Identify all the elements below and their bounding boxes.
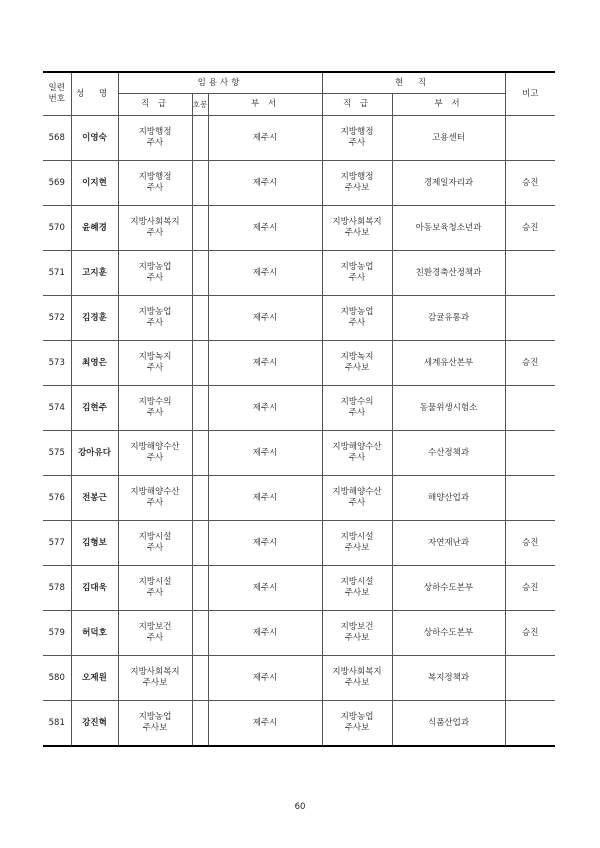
cell-appointment-department: 제주시 [208, 386, 322, 431]
table-row [43, 611, 555, 656]
cell-current-rank: 지방행정 주사보 [322, 161, 392, 206]
header-appointment-rank: 직 급 [118, 94, 192, 116]
cell-current-rank: 지방해양수산 주사 [322, 476, 392, 521]
header-current-position: 현 직 [322, 72, 505, 94]
cell-name: 강진혁 [71, 701, 118, 747]
table-row [43, 656, 555, 701]
cell-appointment-rank: 지방사회복지 주사보 [118, 656, 192, 701]
cell-current-rank: 지방농업 주사 [322, 251, 392, 296]
cell-current-department: 해양산업과 [392, 476, 505, 521]
cell-name: 최영은 [71, 341, 118, 386]
cell-current-rank: 지방농업 주사 [322, 296, 392, 341]
cell-appointment-department: 제주시 [208, 251, 322, 296]
cell-appointment-grade [192, 476, 208, 521]
table-row [43, 521, 555, 566]
cell-appointment-grade [192, 341, 208, 386]
cell-current-department: 아동보육청소년과 [392, 206, 505, 251]
cell-serial-number: 575 [43, 431, 71, 476]
cell-serial-number: 573 [43, 341, 71, 386]
table-header-row-2 [43, 94, 555, 116]
table-row [43, 296, 555, 341]
cell-appointment-rank: 지방사회복지 주사 [118, 206, 192, 251]
cell-appointment-grade [192, 701, 208, 747]
header-serial-number-text: 일련 번호 [48, 83, 65, 104]
cell-appointment-rank: 지방해양수산 주사 [118, 476, 192, 521]
header-appointment-grade: 호봉 [192, 94, 208, 116]
cell-appointment-rank: 지방행정 주사 [118, 116, 192, 161]
cell-appointment-department: 제주시 [208, 161, 322, 206]
cell-current-rank: 지방보건 주사보 [322, 611, 392, 656]
cell-appointment-department: 제주시 [208, 431, 322, 476]
cell-current-rank: 지방농업 주사보 [322, 701, 392, 747]
cell-note [505, 476, 555, 521]
table-row [43, 431, 555, 476]
cell-current-department: 자연재난과 [392, 521, 505, 566]
cell-appointment-grade [192, 386, 208, 431]
cell-serial-number: 571 [43, 251, 71, 296]
cell-current-rank: 지방사회복지 주사보 [322, 656, 392, 701]
cell-appointment-rank: 지방농업 주사 [118, 251, 192, 296]
cell-name: 고지훈 [71, 251, 118, 296]
cell-name: 전봉근 [71, 476, 118, 521]
cell-current-department: 상하수도본부 [392, 566, 505, 611]
cell-serial-number: 579 [43, 611, 71, 656]
cell-current-rank: 지방사회복지 주사보 [322, 206, 392, 251]
cell-name: 오제원 [71, 656, 118, 701]
table-row [43, 341, 555, 386]
cell-appointment-grade [192, 611, 208, 656]
cell-note [505, 296, 555, 341]
table-row [43, 566, 555, 611]
header-note: 비고 [505, 72, 555, 116]
cell-current-department: 경제일자리과 [392, 161, 505, 206]
cell-current-department: 식품산업과 [392, 701, 505, 747]
cell-appointment-department: 제주시 [208, 476, 322, 521]
cell-current-rank: 지방시설 주사보 [322, 566, 392, 611]
cell-appointment-grade [192, 161, 208, 206]
cell-note: 승진 [505, 206, 555, 251]
table-row [43, 251, 555, 296]
table-row [43, 701, 555, 747]
cell-note [505, 251, 555, 296]
cell-appointment-grade [192, 656, 208, 701]
personnel-table [43, 71, 555, 747]
cell-current-department: 감귤유통과 [392, 296, 505, 341]
table-row [43, 161, 555, 206]
cell-current-department: 상하수도본부 [392, 611, 505, 656]
cell-appointment-department: 제주시 [208, 611, 322, 656]
cell-current-rank: 지방녹지 주사보 [322, 341, 392, 386]
cell-appointment-rank: 지방시설 주사 [118, 566, 192, 611]
cell-name: 김현주 [71, 386, 118, 431]
header-serial-number [43, 72, 71, 116]
cell-appointment-grade [192, 116, 208, 161]
cell-current-department: 세계유산본부 [392, 341, 505, 386]
cell-current-rank: 지방행정 주사 [322, 116, 392, 161]
cell-serial-number: 576 [43, 476, 71, 521]
cell-serial-number: 572 [43, 296, 71, 341]
cell-serial-number: 570 [43, 206, 71, 251]
cell-appointment-rank: 지방행정 주사 [118, 161, 192, 206]
cell-note [505, 116, 555, 161]
cell-appointment-department: 제주시 [208, 296, 322, 341]
cell-appointment-grade [192, 296, 208, 341]
table-row [43, 386, 555, 431]
cell-name: 허덕호 [71, 611, 118, 656]
cell-current-department: 동물위생시험소 [392, 386, 505, 431]
cell-current-department: 복지정책과 [392, 656, 505, 701]
cell-note [505, 386, 555, 431]
cell-serial-number: 580 [43, 656, 71, 701]
cell-note: 승진 [505, 521, 555, 566]
cell-current-rank: 지방해양수산 주사 [322, 431, 392, 476]
cell-appointment-rank: 지방농업 주사보 [118, 701, 192, 747]
cell-appointment-rank: 지방농업 주사 [118, 296, 192, 341]
cell-serial-number: 581 [43, 701, 71, 747]
cell-serial-number: 578 [43, 566, 71, 611]
cell-name: 김경훈 [71, 296, 118, 341]
page-number: 60 [294, 802, 306, 812]
cell-appointment-grade [192, 206, 208, 251]
cell-appointment-grade [192, 566, 208, 611]
cell-current-rank: 지방시설 주사보 [322, 521, 392, 566]
cell-current-department: 수산정책과 [392, 431, 505, 476]
cell-current-rank: 지방수의 주사 [322, 386, 392, 431]
cell-appointment-grade [192, 251, 208, 296]
cell-appointment-rank: 지방수의 주사 [118, 386, 192, 431]
header-current-department: 부 서 [392, 94, 505, 116]
cell-name: 이영숙 [71, 116, 118, 161]
header-appointment: 임용사항 [118, 72, 322, 94]
cell-appointment-department: 제주시 [208, 206, 322, 251]
table-body [43, 116, 555, 747]
cell-appointment-department: 제주시 [208, 521, 322, 566]
table-row [43, 476, 555, 521]
cell-serial-number: 568 [43, 116, 71, 161]
cell-appointment-grade [192, 521, 208, 566]
cell-serial-number: 574 [43, 386, 71, 431]
cell-name: 강아유다 [71, 431, 118, 476]
cell-serial-number: 569 [43, 161, 71, 206]
cell-appointment-department: 제주시 [208, 341, 322, 386]
table-header-row-1 [43, 72, 555, 94]
cell-appointment-department: 제주시 [208, 116, 322, 161]
header-name: 성 명 [71, 72, 118, 116]
cell-name: 이지현 [71, 161, 118, 206]
header-appointment-department: 부 서 [208, 94, 322, 116]
cell-note [505, 431, 555, 476]
cell-name: 김대욱 [71, 566, 118, 611]
cell-note: 승진 [505, 611, 555, 656]
cell-name: 윤혜경 [71, 206, 118, 251]
cell-appointment-rank: 지방보건 주사 [118, 611, 192, 656]
table-row [43, 116, 555, 161]
cell-appointment-rank: 지방해양수산 주사 [118, 431, 192, 476]
header-current-rank: 직 급 [322, 94, 392, 116]
cell-note [505, 656, 555, 701]
cell-appointment-department: 제주시 [208, 566, 322, 611]
cell-serial-number: 577 [43, 521, 71, 566]
cell-appointment-rank: 지방시설 주사 [118, 521, 192, 566]
cell-appointment-department: 제주시 [208, 656, 322, 701]
cell-appointment-grade [192, 431, 208, 476]
cell-note: 승진 [505, 341, 555, 386]
cell-appointment-rank: 지방녹지 주사 [118, 341, 192, 386]
table-row [43, 206, 555, 251]
cell-name: 김형보 [71, 521, 118, 566]
cell-note: 승진 [505, 566, 555, 611]
cell-note [505, 701, 555, 747]
cell-current-department: 친환경축산정책과 [392, 251, 505, 296]
cell-note: 승진 [505, 161, 555, 206]
cell-current-department: 고용센터 [392, 116, 505, 161]
cell-appointment-department: 제주시 [208, 701, 322, 747]
